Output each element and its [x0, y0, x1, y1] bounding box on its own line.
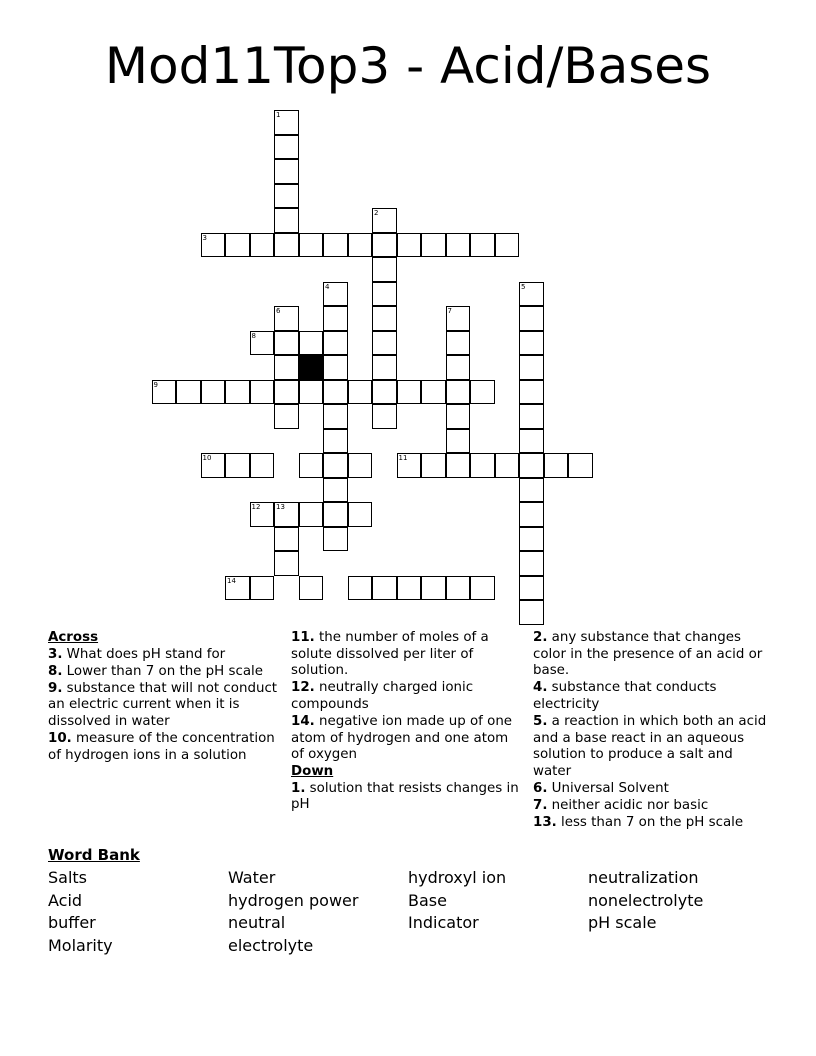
crossword-cell[interactable]: [323, 453, 348, 478]
crossword-cell[interactable]: [323, 331, 348, 356]
across-clue-10: [48, 731, 280, 764]
cell-number: 12: [251, 503, 261, 511]
word-bank-item: hydroxyl ion: [408, 868, 507, 887]
word-bank-item: Acid: [48, 890, 83, 910]
crossword-cell[interactable]: [274, 502, 299, 527]
crossword-cell[interactable]: [519, 527, 544, 552]
crossword-cell[interactable]: [323, 306, 348, 331]
crossword-cell[interactable]: [225, 453, 250, 478]
crossword-cell[interactable]: [519, 551, 544, 576]
crossword-cell[interactable]: [323, 527, 348, 552]
crossword-cell[interactable]: [519, 453, 544, 478]
crossword-cell[interactable]: [348, 453, 373, 478]
crossword-cell[interactable]: [519, 404, 544, 429]
clue-text: measure of the concentration of hydrogen ions in a solution: [48, 731, 275, 763]
word-bank-heading: Word Bank: [48, 846, 140, 864]
clue-number: 7.: [533, 797, 548, 813]
across-clue-12: [291, 680, 521, 713]
clue-text: any substance that changes color in the presence of an acid or base.: [533, 630, 763, 679]
crossword-cell[interactable]: [323, 429, 348, 454]
clue-number: 11.: [291, 630, 315, 645]
clue-number: 2.: [533, 630, 548, 645]
crossword-cell[interactable]: [397, 380, 422, 405]
crossword-cell[interactable]: [348, 502, 373, 527]
word-bank-item: Base: [408, 890, 447, 910]
word-bank-item: electrolyte: [228, 935, 314, 955]
crossword-cell[interactable]: [446, 429, 471, 454]
crossword-cell[interactable]: [372, 208, 397, 233]
crossword-cell[interactable]: [446, 331, 471, 356]
crossword-cell[interactable]: [495, 233, 520, 258]
cell-number: 1: [276, 111, 281, 119]
clue-text: neutrally charged ionic compounds: [291, 680, 474, 712]
crossword-cell[interactable]: [250, 453, 275, 478]
crossword-cell[interactable]: [470, 576, 495, 601]
word-bank-item: Salts: [48, 868, 88, 887]
crossword-cell[interactable]: [519, 282, 544, 307]
crossword-cell[interactable]: [323, 502, 348, 527]
crossword-cell[interactable]: [372, 380, 397, 405]
crossword-cell[interactable]: [372, 306, 397, 331]
word-bank-item: Water: [228, 868, 276, 887]
cell-number: 2: [374, 209, 379, 217]
crossword-cell[interactable]: [519, 331, 544, 356]
crossword-cell[interactable]: [519, 355, 544, 380]
crossword-cell[interactable]: [323, 404, 348, 429]
crossword-cell[interactable]: [519, 502, 544, 527]
word-bank-item: buffer: [48, 913, 96, 933]
crossword-cell[interactable]: [299, 233, 324, 258]
cell-number: 13: [276, 503, 285, 511]
clue-text: less than 7 on the pH scale: [561, 815, 744, 831]
crossword-cell[interactable]: [372, 404, 397, 429]
crossword-cell[interactable]: [446, 576, 471, 601]
across-clue-9: [48, 681, 280, 731]
crossword-cell[interactable]: [348, 576, 373, 601]
clue-text: neither acidic nor basic: [551, 797, 709, 813]
crossword-cell[interactable]: [421, 576, 446, 601]
down-clue-13: [533, 815, 769, 832]
word-bank-item: neutralization: [588, 868, 699, 887]
clue-number: 8.: [48, 663, 63, 679]
crossword-cell[interactable]: [274, 208, 299, 233]
clue-text: negative ion made up of one atom of hydrogen and one atom of oxygen: [291, 713, 513, 763]
crossword-cell[interactable]: [470, 380, 495, 405]
crossword-cell[interactable]: [446, 404, 471, 429]
crossword-cell[interactable]: [446, 233, 471, 258]
crossword-cell[interactable]: [274, 159, 299, 184]
crossword-cell[interactable]: [421, 453, 446, 478]
clue-text: Universal Solvent: [551, 780, 669, 796]
clues-column-3: [533, 630, 769, 832]
crossword-block: [299, 355, 324, 380]
crossword-cell[interactable]: [274, 355, 299, 380]
word-bank-item: neutral: [228, 913, 286, 933]
across-clue-14: [291, 714, 521, 764]
crossword-cell[interactable]: [250, 576, 275, 601]
crossword-cell[interactable]: [225, 576, 250, 601]
crossword-cell[interactable]: [250, 233, 275, 258]
crossword-cell[interactable]: [299, 502, 324, 527]
crossword-cell[interactable]: [201, 453, 226, 478]
clue-number: 6.: [533, 780, 548, 796]
word-bank-item: Molarity: [48, 935, 113, 955]
clue-number: 13.: [533, 815, 557, 831]
crossword-cell[interactable]: [495, 453, 520, 478]
word-bank-item: nonelectrolyte: [588, 890, 704, 910]
crossword-cell[interactable]: [176, 380, 201, 405]
crossword-cell[interactable]: [323, 233, 348, 258]
crossword-cell[interactable]: [299, 576, 324, 601]
crossword-cell[interactable]: [372, 282, 397, 307]
crossword-cell[interactable]: [397, 453, 422, 478]
crossword-cell[interactable]: [372, 257, 397, 282]
crossword-cell[interactable]: [274, 184, 299, 209]
crossword-cell[interactable]: [274, 404, 299, 429]
word-bank: [48, 868, 768, 958]
crossword-cell[interactable]: [421, 233, 446, 258]
crossword-cell[interactable]: [274, 380, 299, 405]
crossword-cell[interactable]: [274, 135, 299, 160]
across-clue-3: [48, 647, 280, 664]
crossword-cell[interactable]: [519, 576, 544, 601]
cell-number: 4: [325, 282, 330, 291]
crossword-cell[interactable]: [274, 306, 299, 331]
crossword-cell[interactable]: [446, 380, 471, 405]
crossword-cell[interactable]: [323, 380, 348, 405]
crossword-cell[interactable]: [201, 380, 226, 405]
clues-column-1: [48, 630, 280, 765]
across-clue-8: [48, 664, 280, 681]
across-heading: Across: [48, 630, 99, 645]
crossword-cell[interactable]: [323, 478, 348, 503]
crossword-cell[interactable]: [152, 380, 177, 405]
cell-number: 10: [202, 454, 212, 462]
crossword-cell[interactable]: [274, 527, 299, 552]
crossword-cell[interactable]: [568, 453, 593, 478]
crossword-cell[interactable]: [348, 380, 373, 405]
cell-number: 14: [227, 576, 236, 585]
clue-number: 5.: [533, 713, 548, 729]
crossword-cell[interactable]: [348, 233, 373, 258]
crossword-cell[interactable]: [372, 576, 397, 601]
crossword-cell[interactable]: [519, 380, 544, 405]
crossword-cell[interactable]: [446, 453, 471, 478]
crossword-cell[interactable]: [397, 576, 422, 601]
word-bank-item: hydrogen power: [228, 890, 359, 910]
clue-text: substance that will not conduct an electric current when it is dissolved in water: [48, 680, 278, 729]
crossword-cell[interactable]: [323, 355, 348, 380]
crossword-cell[interactable]: [421, 380, 446, 405]
crossword-cell[interactable]: [446, 355, 471, 380]
crossword-cell[interactable]: [446, 306, 471, 331]
crossword-cell[interactable]: [519, 600, 544, 625]
crossword-cell[interactable]: [544, 453, 569, 478]
down-clue-7: [533, 798, 769, 815]
across-clue-11: [291, 630, 521, 680]
crossword-cell[interactable]: [225, 233, 250, 258]
crossword-cell[interactable]: [397, 233, 422, 258]
crossword-cell[interactable]: [372, 355, 397, 380]
crossword-cell[interactable]: [250, 502, 275, 527]
crossword-cell[interactable]: [372, 331, 397, 356]
clue-text: What does pH stand for: [66, 646, 226, 662]
clue-number: 1.: [291, 780, 306, 796]
down-clue-4: [533, 680, 769, 713]
crossword-cell[interactable]: [470, 233, 495, 258]
down-clue-5: [533, 714, 769, 780]
cell-number: 5: [521, 282, 526, 291]
crossword-cell[interactable]: [519, 306, 544, 331]
word-bank-item: Indicator: [408, 913, 479, 933]
crossword-cell[interactable]: [299, 331, 324, 356]
crossword-cell[interactable]: [519, 429, 544, 454]
clue-text: solution that resists changes in pH: [291, 780, 519, 813]
crossword-cell[interactable]: [274, 110, 299, 135]
crossword-cell[interactable]: [274, 331, 299, 356]
crossword-cell[interactable]: [274, 233, 299, 258]
down-heading: Down: [291, 764, 334, 780]
clue-text: the number of moles of a solute dissolved per liter of solution.: [291, 630, 489, 679]
clue-number: 4.: [533, 680, 548, 696]
crossword-cell[interactable]: [201, 233, 226, 258]
down-clue-1: [291, 781, 521, 814]
down-clue-6: [533, 781, 769, 798]
down-clue-2: [533, 630, 769, 680]
word-bank-item: pH scale: [588, 913, 657, 933]
clue-text: Lower than 7 on the pH scale: [66, 663, 264, 679]
cell-number: 9: [153, 380, 158, 389]
clues-column-2: [291, 630, 521, 815]
crossword-cell[interactable]: [323, 282, 348, 307]
cell-number: 11: [398, 454, 408, 462]
page-title: Mod11Top3 - Acid/Bases: [104, 37, 712, 95]
crossword-cell[interactable]: [519, 478, 544, 503]
cell-number: 7: [447, 307, 452, 315]
clue-number: 14.: [291, 713, 315, 729]
crossword-cell[interactable]: [299, 380, 324, 405]
clue-number: 9.: [48, 680, 63, 696]
cell-number: 6: [276, 307, 281, 315]
cell-number: 8: [251, 331, 256, 340]
crossword-cell[interactable]: [470, 453, 495, 478]
clue-number: 12.: [291, 680, 315, 696]
crossword-cell[interactable]: [372, 233, 397, 258]
cell-number: 3: [202, 233, 207, 242]
clue-text: substance that conducts electricity: [533, 680, 717, 712]
clue-number: 10.: [48, 731, 72, 747]
crossword-cell[interactable]: [299, 453, 324, 478]
clue-text: a reaction in which both an acid and a base react in an aqueous solution to produce a salt and water: [533, 713, 767, 779]
crossword-cell[interactable]: [274, 551, 299, 576]
crossword-cell[interactable]: [225, 380, 250, 405]
crossword-cell[interactable]: [250, 331, 275, 356]
clue-number: 3.: [48, 646, 63, 662]
crossword-cell[interactable]: [250, 380, 275, 405]
